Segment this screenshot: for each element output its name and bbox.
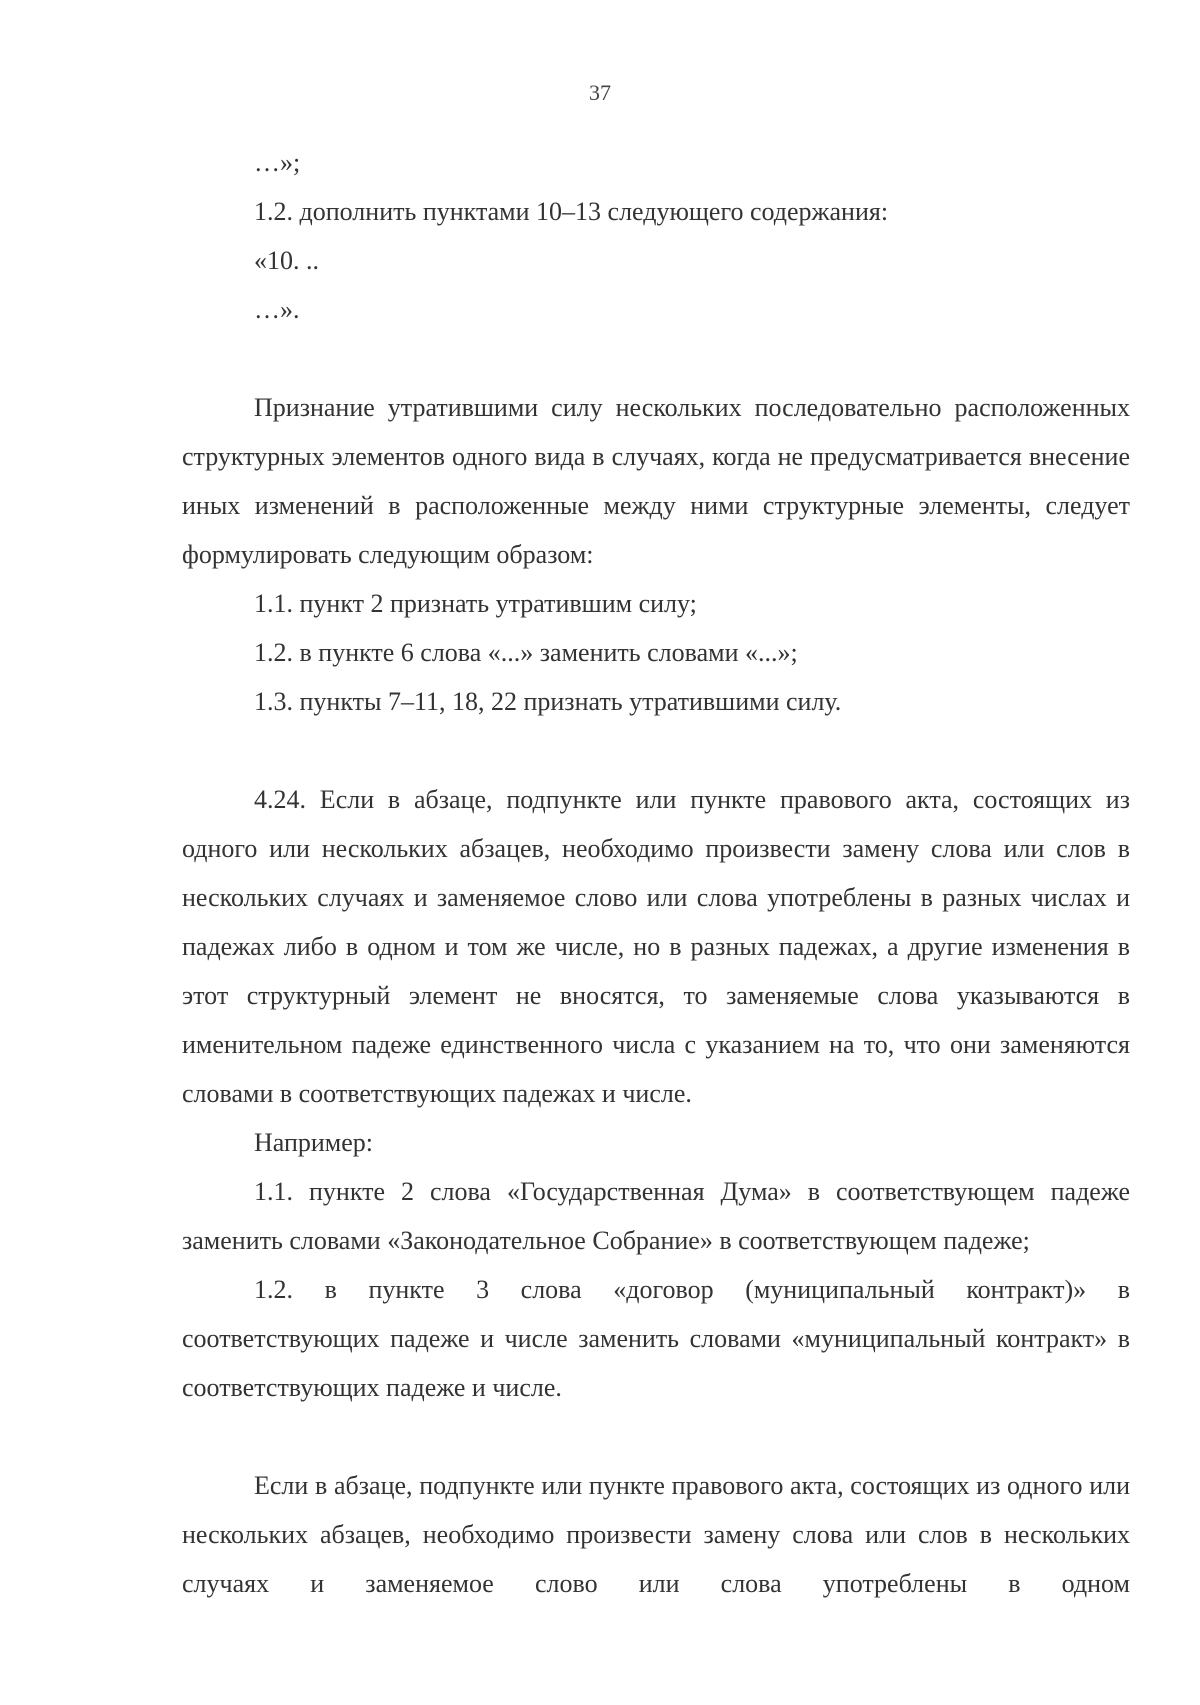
example-item: 1.1. пункт 2 признать утратившим силу; <box>254 589 697 618</box>
example-item: 1.2. в пункте 3 слова «договор (муниципальный контракт)» в соответствующих падеже и числе заменить словами «муниципальный контракт» в соответствующих падеже и числе. <box>182 1275 1130 1402</box>
example-item: 1.3. пункты 7–11, 18, 22 признать утратившими силу. <box>254 687 842 716</box>
page-number: 37 <box>589 80 611 105</box>
spacer <box>182 726 1130 775</box>
example-label: Например: <box>254 1128 374 1157</box>
spacer <box>182 1412 1130 1461</box>
quote-end-line: …»; <box>254 148 301 177</box>
paragraph-4-24: 4.24. Если в абзаце, подпункте или пункте правового акта, состоящих из одного или нескольких абзацев, необходимо произвести замену слова или слов в нескольких случаях и заменяемое слово или слова употреблены в разных числах и падежах либо в одном и том же числе, но в разных падежах, а другие изменения в этот структурный элемент не вносятся, то заменяемые слова указываются в именительном падеже единственного числа с указанием на то, что они заменяются словами в соответствующих падежах и числе. <box>182 785 1130 1108</box>
document-body <box>182 138 1130 1608</box>
example-item: 1.2. в пункте 6 слова «...» заменить словами «...»; <box>254 638 798 667</box>
paragraph-replacement-rule: Если в абзаце, подпункте или пункте правового акта, состоящих из одного или нескольких абзацев, необходимо произвести замену слова или слов в нескольких случаях и заменяемое слово или слова употреблены в одном <box>182 1471 1130 1598</box>
amendment-item: 1.2. дополнить пунктами 10–13 следующего содержания: <box>254 197 889 226</box>
spacer <box>182 334 1130 383</box>
quote-end-line: …». <box>254 295 300 324</box>
paragraph-repeal-rule: Признание утратившими силу нескольких последовательно расположенных структурных элементов одного вида в случаях, когда не предусматривается внесение иных изменений в расположенные между ними структурные элементы, следует формулировать следующим образом: <box>182 393 1130 569</box>
quote-start-line: «10. .. <box>254 246 319 275</box>
example-item: 1.1. пункте 2 слова «Государственная Дума» в соответствующем падеже заменить словами «Законодательное Собрание» в соответствующем падеже; <box>182 1177 1130 1255</box>
